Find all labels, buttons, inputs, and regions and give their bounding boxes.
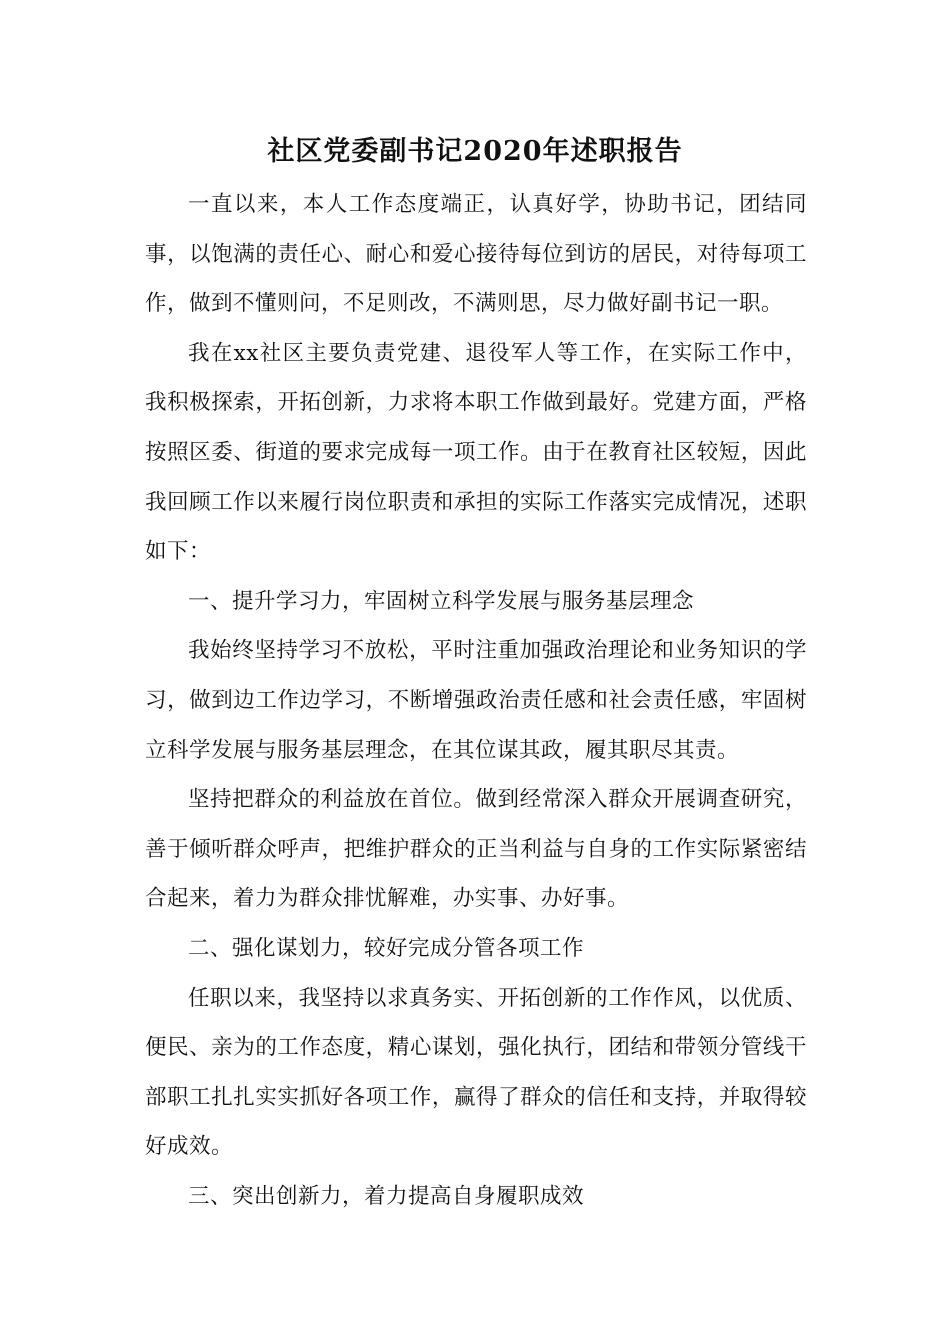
section-heading-2: 二、强化谋划力，较好完成分管各项工作 xyxy=(188,935,585,961)
paragraph-planning: 任职以来，我坚持以求真务实、开拓创新的工作作风，以优质、便民、亲为的工作态度，精心谋划，强化执行，团结和带领分管线干部职工扎扎实实抓好各项工作，赢得了群众的信任和支持，并取得较好成效。 xyxy=(145,985,807,1160)
section-heading-1: 一、提升学习力，牢固树立科学发展与服务基层理念 xyxy=(188,588,695,614)
paragraph-study: 我始终坚持学习不放松，平时注重加强政治理论和业务知识的学习，做到边工作边学习，不断增强政治责任感和社会责任感，牢固树立科学发展与服务基层理念，在其位谋其政，履其职尽其责。 xyxy=(145,638,807,763)
paragraph-intro: 一直以来，本人工作态度端正，认真好学，协助书记，团结同事，以饱满的责任心、耐心和爱心接待每位到访的居民，对待每项工作，做到不懂则问，不足则改，不满则思，尽力做好副书记一职。 xyxy=(145,192,807,317)
paragraph-responsibilities: 我在xx社区主要负责党建、退役军人等工作，在实际工作中，我积极探索，开拓创新，力求将本职工作做到最好。党建方面，严格按照区委、街道的要求完成每一项工作。由于在教育社区较短，因此我回顾工作以来履行岗位职责和承担的实际工作落实完成情况，述职如下： xyxy=(145,340,807,565)
document-title: 社区党委副书记2020年述职报告 xyxy=(267,136,683,167)
section-heading-3: 三、突出创新力，着力提高自身履职成效 xyxy=(188,1183,585,1209)
document-body xyxy=(145,180,807,1221)
paragraph-masses: 坚持把群众的利益放在首位。做到经常深入群众开展调查研究，善于倾听群众呼声，把维护群众的正当利益与自身的工作实际紧密结合起来，着力为群众排忧解难，办实事、办好事。 xyxy=(145,787,807,912)
